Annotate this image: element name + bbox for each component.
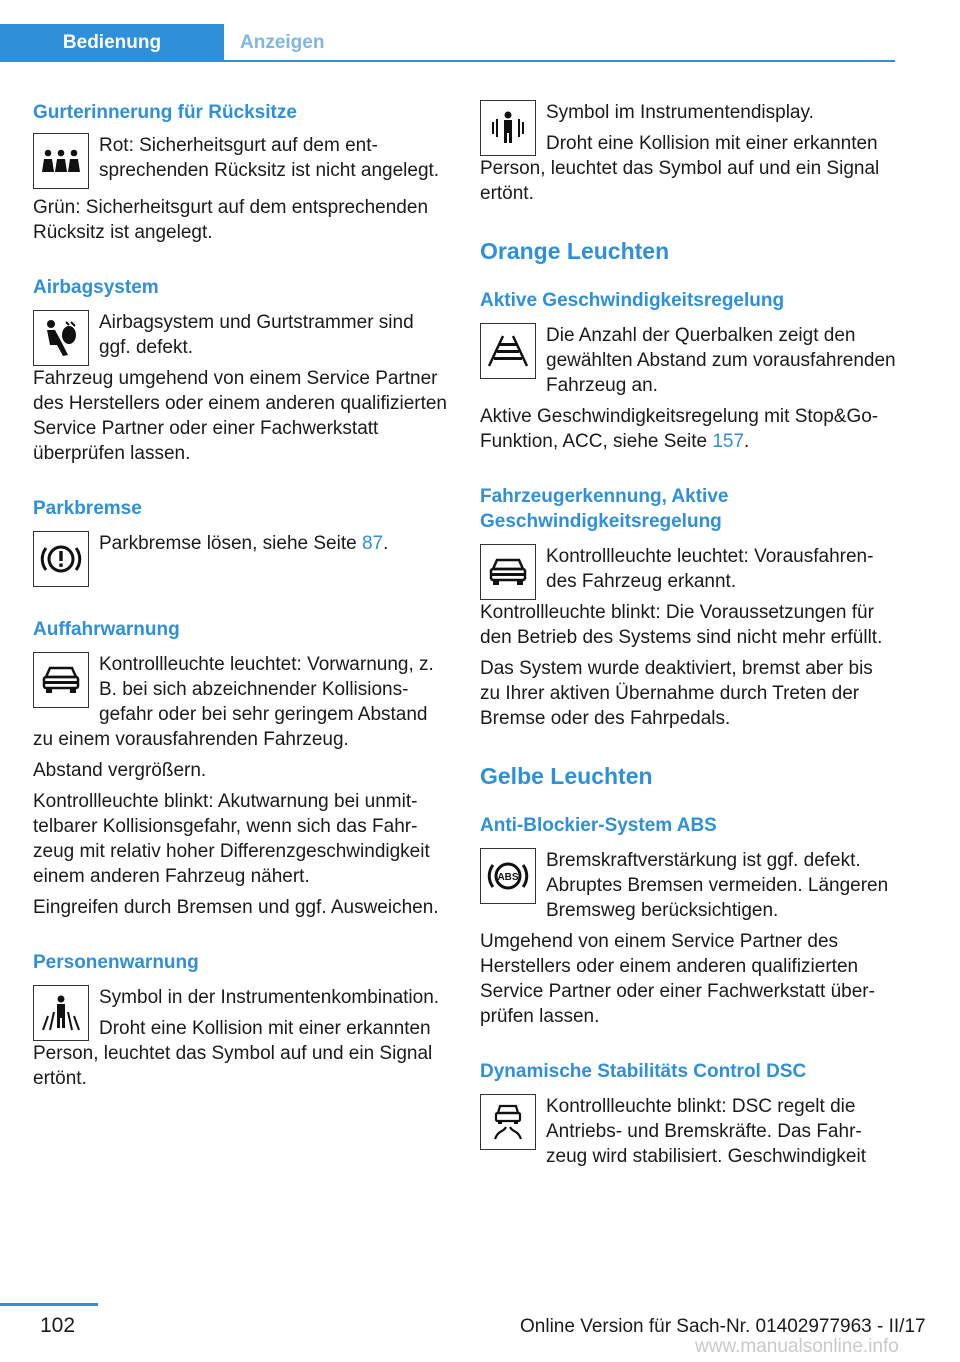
- collision-warning-text-3: Kontrollleuchte blinkt: Akutwarnung bei unmittelbarer Kollisionsgefahr, wenn sich das Fahrzeug mit relativ hoher Differenzgeschwindigkeit einem anderen Fahrzeug nähert.: [33, 791, 430, 887]
- dsc-icon: [480, 1094, 536, 1150]
- airbag-text-2: Fahrzeug umgehend von einem Service Partner des Herstellers oder einem anderen qualifizierten Service Partner oder einer Fachwerkstatt überprüfen lassen.: [33, 368, 448, 464]
- tab-anzeigen[interactable]: Anzeigen: [240, 32, 325, 53]
- active-cruise-text-2: [480, 404, 896, 454]
- abs-text-2: Umgehend von einem Service Partner des Herstellers oder einem anderen qualifizierten Service Partner oder einer Fachwerkstatt überprüfen lassen.: [480, 931, 875, 1027]
- parking-brake-text-main: Parkbremse lösen, siehe Seite: [99, 533, 362, 554]
- pedestrian-display-text-1: Symbol im Instrumentendisplay.: [546, 102, 814, 123]
- airbag-icon: [33, 310, 89, 366]
- tab-bedienung[interactable]: Bedienung: [0, 24, 224, 62]
- car-front-icon: [33, 652, 89, 708]
- rear-seatbelt-text-2: Grün: Sicherheitsgurt auf dem entsprechenden Rücksitz ist angelegt.: [33, 197, 429, 243]
- section-pedestrian-display: [480, 100, 896, 206]
- vehicle-detection-text-3: Das System wurde deaktiviert, bremst aber bis zu Ihrer aktiven Übernahme durch Treten der Bremse oder des Fahrpedals.: [480, 658, 873, 729]
- heading-yellow-lights: Gelbe Leuchten: [480, 763, 653, 789]
- heading-orange-lights: Orange Leuchten: [480, 238, 670, 264]
- collision-warning-text-4: Eingreifen durch Bremsen und ggf. Ausweichen.: [33, 897, 439, 918]
- pedestrian-warning-text-2: Droht eine Kollision mit einer erkannten Person, leuchtet das Symbol auf und ein Signal ertönt.: [33, 1018, 433, 1089]
- active-cruise-text-1: Die Anzahl der Querbalken zeigt den gewählten Abstand zum vorausfahrenden Fahrzeug an.: [546, 325, 896, 396]
- header-divider: [224, 60, 895, 62]
- section-abs: [480, 848, 896, 923]
- dsc-text-1: Kontrollleuchte blinkt: DSC regelt die Antriebs- und Bremskräfte. Das Fahrzeug wird stabilisiert. Geschwindigkeit: [546, 1096, 866, 1167]
- abs-icon-label: ABS: [497, 872, 519, 883]
- pedestrian-warning-icon: [33, 985, 89, 1041]
- active-cruise-text-end: .: [744, 431, 750, 452]
- section-pedestrian-warning: [33, 985, 449, 1091]
- distance-bars-icon: [480, 323, 536, 379]
- link-page-87[interactable]: 87: [361, 533, 384, 554]
- section-title-active-cruise: Aktive Geschwindigkeitsregelung: [480, 290, 785, 311]
- section-title-abs: Anti-Blockier-System ABS: [480, 815, 717, 836]
- pedestrian-display-icon: [480, 100, 536, 156]
- watermark: www.manualsonline.info: [695, 1336, 899, 1357]
- collision-warning-text-1: Kontrollleuchte leuchtet: Vorwarnung, z. B. bei sich abzeichnender Kollisionsgefahr oder bei sehr geringem Abstand zu einem vorausfahrenden Fahrzeug.: [33, 654, 434, 750]
- airbag-text-1: Airbagsystem und Gurtstrammer sind ggf. defekt.: [99, 312, 414, 358]
- footer-divider: [0, 1303, 98, 1306]
- top-navigation: [0, 0, 960, 62]
- section-active-cruise: [480, 323, 896, 398]
- section-vehicle-detection: [480, 544, 896, 650]
- section-parking-brake: [33, 531, 449, 587]
- section-airbag: [33, 310, 449, 466]
- section-title-collision-warning: Auffahrwarnung: [33, 619, 180, 640]
- parking-brake-icon: [33, 531, 89, 587]
- section-title-parking-brake: Parkbremse: [33, 498, 142, 519]
- parking-brake-text: [33, 531, 449, 556]
- section-collision-warning: [33, 652, 449, 752]
- pedestrian-display-text-2: Droht eine Kollision mit einer erkannten Person, leuchtet das Symbol auf und ein Signal ertönt.: [480, 133, 880, 204]
- section-title-pedestrian-warning: Personenwarnung: [33, 952, 199, 973]
- collision-warning-text-2: Abstand vergrößern.: [33, 760, 207, 781]
- left-column: [33, 100, 449, 1091]
- section-title-airbag: Airbagsystem: [33, 277, 159, 298]
- link-page-157[interactable]: 157: [712, 431, 745, 452]
- section-title-rear-seatbelt: Gurterinnerung für Rücksitze: [33, 102, 297, 123]
- vehicle-detection-text-1: Kontrollleuchte leuchtet: Vorausfahrendes Fahrzeug erkannt.: [546, 546, 874, 592]
- parking-brake-text-end: .: [383, 533, 389, 554]
- right-column: [480, 100, 896, 1169]
- pedestrian-warning-text-1: Symbol in der Instrumentenkombination.: [99, 987, 440, 1008]
- rear-seatbelt-icon: [33, 133, 89, 189]
- section-title-dsc: Dynamische Stabilitäts Control DSC: [480, 1061, 807, 1082]
- abs-text-1: Bremskraftverstärkung ist ggf. defekt. Abruptes Bremsen vermeiden. Längeren Bremsweg berücksichtigen.: [546, 850, 889, 921]
- online-version-note: Online Version für Sach-Nr. 01402977963 - II/17: [520, 1316, 926, 1337]
- section-title-vehicle-detection: Fahrzeugerkennung, Aktive Geschwindigkeitsregelung: [480, 486, 729, 532]
- page-number: 102: [40, 1314, 76, 1337]
- abs-icon: [480, 848, 536, 904]
- section-dsc: [480, 1094, 896, 1169]
- vehicle-detection-text-2: Kontrollleuchte blinkt: Die Voraussetzungen für den Betrieb des Systems sind nicht mehr erfüllt.: [480, 602, 883, 648]
- rear-seatbelt-text-1: Rot: Sicherheitsgurt auf dem entsprechenden Rücksitz ist nicht angelegt.: [99, 135, 440, 181]
- car-detected-icon: [480, 544, 536, 600]
- active-cruise-text-main: Aktive Geschwindigkeitsregelung mit Stop&Go-Funktion, ACC, siehe Seite: [480, 406, 879, 452]
- section-rear-seatbelt: [33, 133, 449, 189]
